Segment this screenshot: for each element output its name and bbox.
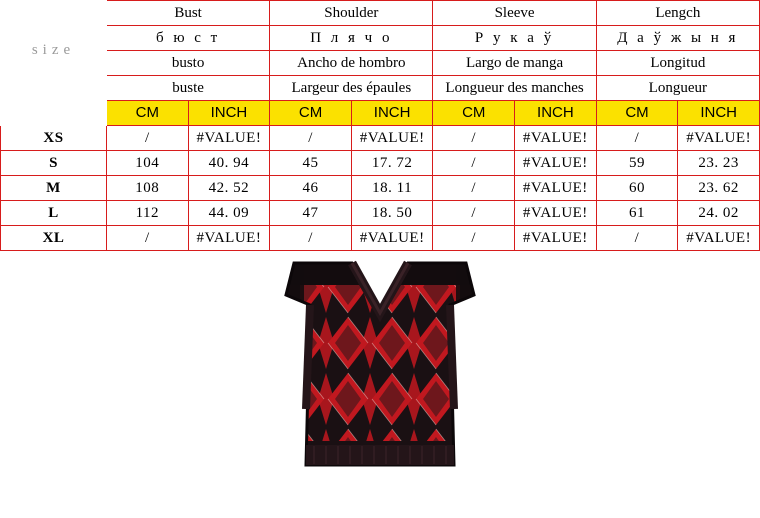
cell-length-inch: #VALUE! [678,126,760,151]
cell-sleeve-cm: / [433,201,515,226]
unit-row [1,101,760,126]
product-photo-area [0,251,760,469]
table-row [1,176,760,201]
header-row-es [1,51,760,76]
cell-shoulder-inch: 18. 11 [351,176,433,201]
header-bust-es: busto [106,51,269,76]
header-row-ru [1,26,760,51]
header-length-en: Lengch [596,1,759,26]
header-bust-fr: buste [106,76,269,101]
cell-bust-cm: 112 [106,201,188,226]
cell-shoulder-cm: / [270,226,352,251]
cell-bust-cm: / [106,226,188,251]
cell-length-cm: 60 [596,176,678,201]
cell-sleeve-inch: #VALUE! [515,226,597,251]
cell-sleeve-inch: #VALUE! [515,126,597,151]
cell-bust-inch: 40. 94 [188,151,270,176]
cell-length-inch: 24. 02 [678,201,760,226]
row-size-label: S [1,151,107,176]
cell-shoulder-inch: #VALUE! [351,126,433,151]
unit-length-cm: CM [596,101,678,126]
header-row-en [1,1,760,26]
header-length-ru: Д а ў ж ы н я [596,26,759,51]
unit-bust-inch: INCH [188,101,270,126]
header-length-fr: Longueur [596,76,759,101]
header-shoulder-fr: Largeur des épaules [270,76,433,101]
cell-shoulder-cm: 46 [270,176,352,201]
table-row [1,201,760,226]
cell-sleeve-inch: #VALUE! [515,201,597,226]
cell-length-cm: / [596,226,678,251]
cell-sleeve-cm: / [433,226,515,251]
header-bust-ru: б ю с т [106,26,269,51]
cell-bust-cm: 108 [106,176,188,201]
cell-shoulder-cm: / [270,126,352,151]
table-row [1,151,760,176]
cell-sleeve-inch: #VALUE! [515,151,597,176]
header-sleeve-ru: Р у к а ў [433,26,596,51]
header-shoulder-ru: П л я ч о [270,26,433,51]
header-sleeve-es: Largo de manga [433,51,596,76]
cell-shoulder-inch: 18. 50 [351,201,433,226]
header-shoulder-en: Shoulder [270,1,433,26]
row-size-label: XL [1,226,107,251]
unit-bust-cm: CM [106,101,188,126]
unit-sleeve-cm: CM [433,101,515,126]
cell-shoulder-inch: 17. 72 [351,151,433,176]
cell-length-inch: 23. 23 [678,151,760,176]
cell-bust-cm: / [106,126,188,151]
header-sleeve-fr: Longueur des manches [433,76,596,101]
argyle-knit-vest-image [282,259,478,469]
cell-sleeve-inch: #VALUE! [515,176,597,201]
unit-shoulder-cm: CM [270,101,352,126]
cell-sleeve-cm: / [433,126,515,151]
cell-bust-inch: 44. 09 [188,201,270,226]
header-bust-en: Bust [106,1,269,26]
row-size-label: L [1,201,107,226]
size-title-cell: size [1,1,107,101]
cell-bust-inch: 42. 52 [188,176,270,201]
cell-bust-inch: #VALUE! [188,226,270,251]
row-size-label: XS [1,126,107,151]
cell-length-cm: 61 [596,201,678,226]
header-length-es: Longitud [596,51,759,76]
cell-length-cm: / [596,126,678,151]
table-row [1,226,760,251]
header-shoulder-es: Ancho de hombro [270,51,433,76]
table-row [1,126,760,151]
cell-length-cm: 59 [596,151,678,176]
unit-row-spacer [1,101,107,126]
cell-sleeve-cm: / [433,176,515,201]
cell-shoulder-cm: 45 [270,151,352,176]
cell-bust-cm: 104 [106,151,188,176]
size-chart-table [0,0,760,251]
unit-shoulder-inch: INCH [351,101,433,126]
unit-length-inch: INCH [678,101,760,126]
cell-shoulder-inch: #VALUE! [351,226,433,251]
unit-sleeve-inch: INCH [515,101,597,126]
row-size-label: M [1,176,107,201]
cell-length-inch: 23. 62 [678,176,760,201]
cell-length-inch: #VALUE! [678,226,760,251]
cell-bust-inch: #VALUE! [188,126,270,151]
header-sleeve-en: Sleeve [433,1,596,26]
cell-sleeve-cm: / [433,151,515,176]
cell-shoulder-cm: 47 [270,201,352,226]
header-row-fr [1,76,760,101]
